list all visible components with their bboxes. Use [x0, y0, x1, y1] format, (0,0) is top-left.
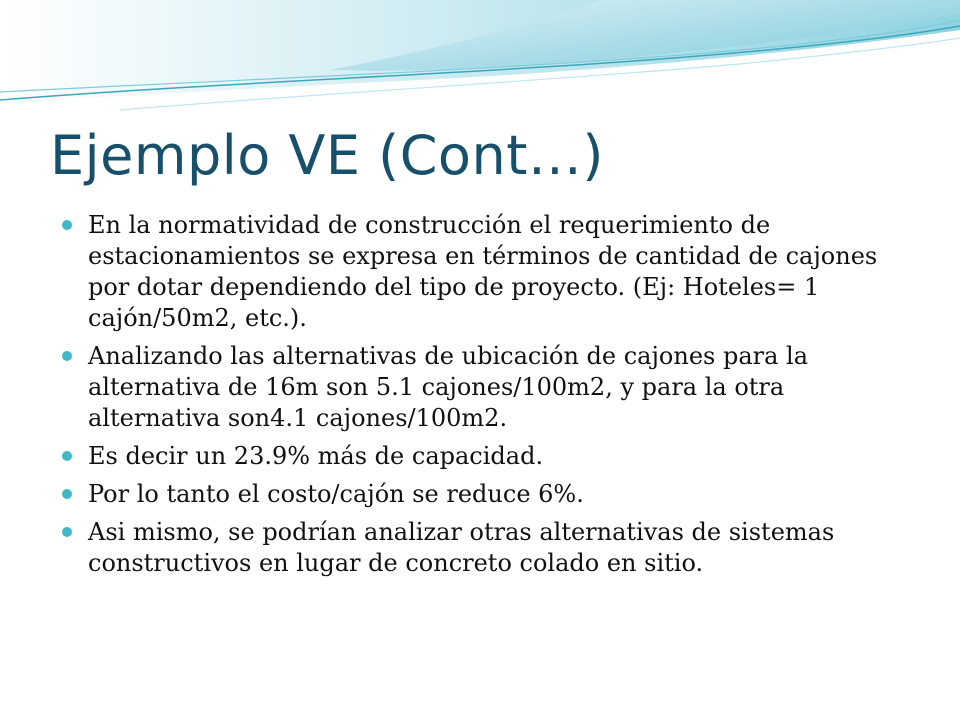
bullet-text: Asi mismo, se podrían analizar otras alternativas de sistemas constructivos en lugar de concreto colado en sitio.	[88, 518, 835, 577]
slide-title: Ejemplo VE (Cont…)	[50, 124, 604, 187]
bullet-item	[60, 441, 890, 472]
bullet-dot-icon	[62, 451, 72, 461]
bullet-dot-icon	[62, 351, 72, 361]
bullet-text: Analizando las alternativas de ubicación de cajones para la alternativa de 16m son 5.1 cajones/100m2, y para la otra alternativa son4.1 cajones/100m2.	[88, 342, 809, 432]
bullet-dot-icon	[62, 527, 72, 537]
bullet-item	[60, 517, 890, 579]
bullet-dot-icon	[62, 489, 72, 499]
bullet-dot-icon	[62, 220, 72, 230]
bullet-item	[60, 210, 890, 334]
bullet-text: En la normatividad de construcción el requerimiento de estacionamientos se expresa en términos de cantidad de cajones por dotar dependiendo del tipo de proyecto. (Ej: Hoteles= 1 cajón/50m2, etc.).	[88, 211, 878, 332]
bullet-text: Por lo tanto el costo/cajón se reduce 6%.	[88, 480, 584, 508]
bullet-item	[60, 479, 890, 510]
bullet-item	[60, 341, 890, 434]
header-wave-decoration	[0, 0, 960, 120]
bullet-list	[60, 210, 890, 586]
bullet-text: Es decir un 23.9% más de capacidad.	[88, 442, 544, 470]
